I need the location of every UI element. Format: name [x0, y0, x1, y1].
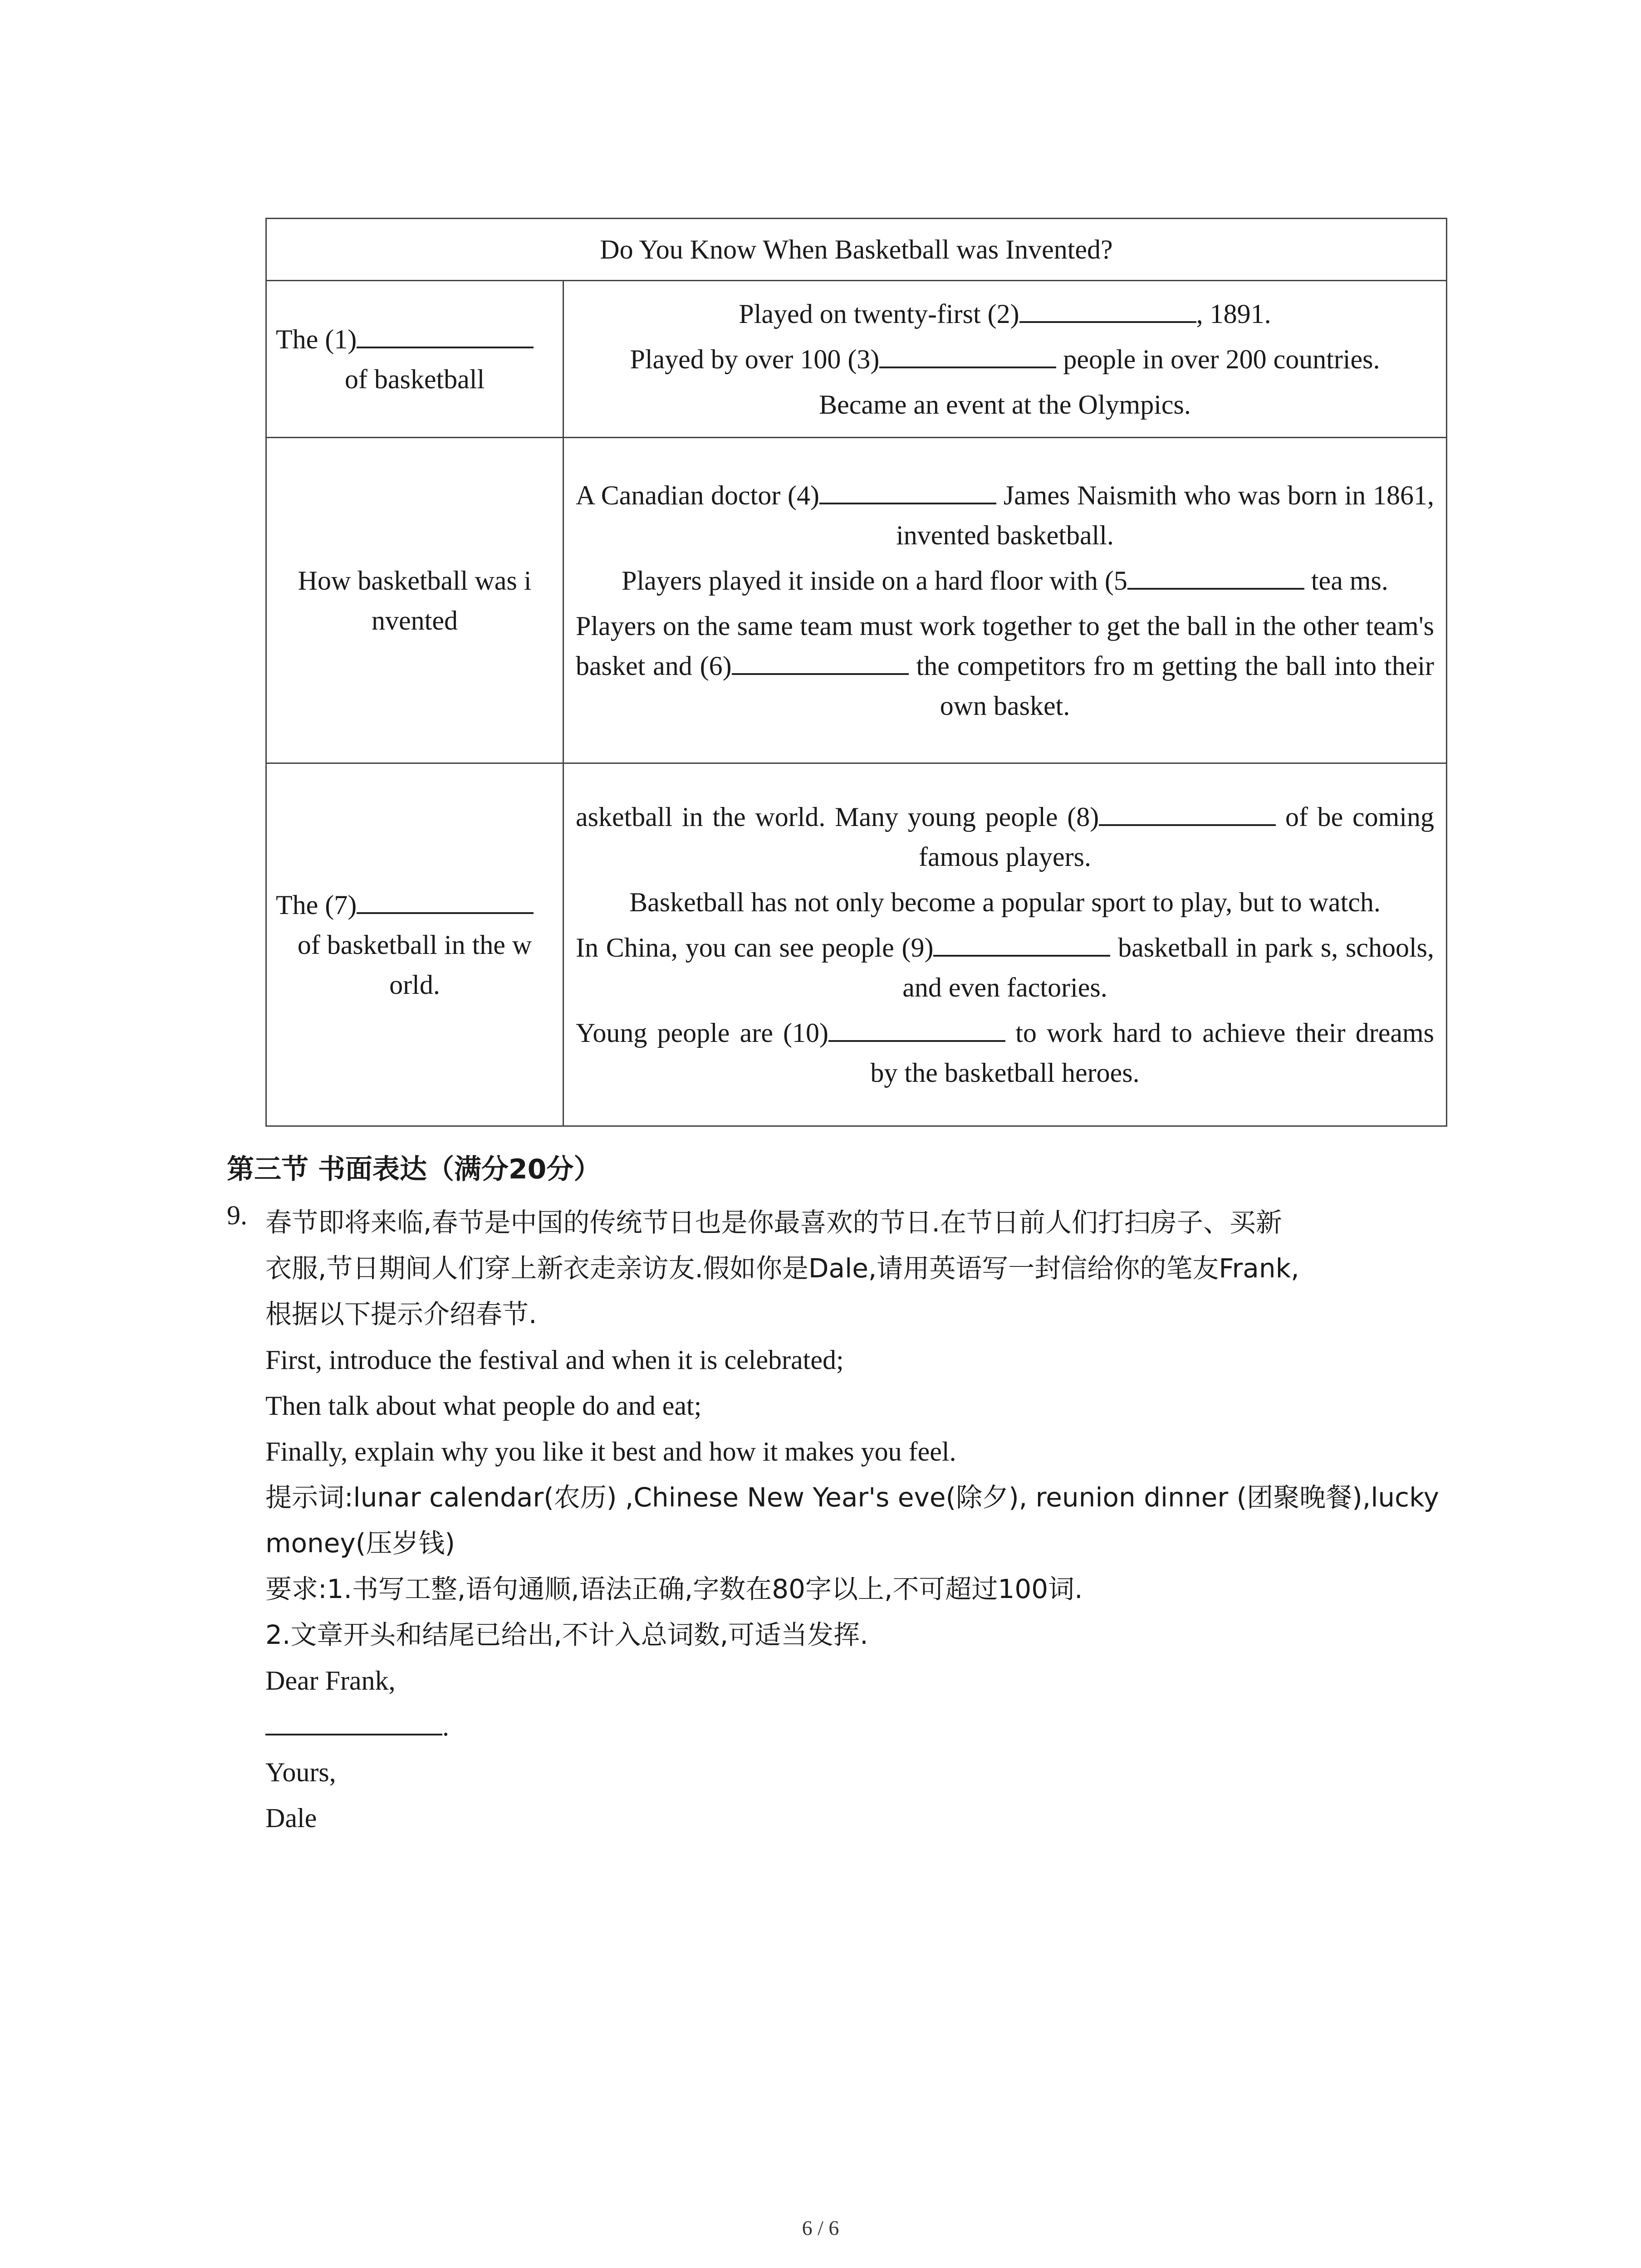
- answer-blank-6[interactable]: [732, 646, 909, 675]
- content-line: Players played it inside on a hard floor with (5 tea ms.: [576, 561, 1434, 601]
- row-heading: [267, 281, 564, 437]
- row-content: [564, 281, 1446, 437]
- question-line: 衣服,节日期间人们穿上新衣走亲访友.假如你是Dale,请用英语写一封信给你的笔友Frank,: [265, 1253, 1299, 1284]
- answer-blank-5[interactable]: [1127, 561, 1304, 590]
- question-line: money(压岁钱): [265, 1528, 456, 1559]
- row-heading-text: The (7): [276, 890, 357, 920]
- letter-signature: Dale: [265, 1803, 317, 1833]
- content-line: In China, you can see people (9) basketball in park s, schools, and even factories.: [576, 928, 1434, 1007]
- table-row: [267, 437, 1446, 763]
- content-line: Young people are (10) to work hard to achieve their dreams by the basketball heroes.: [576, 1013, 1434, 1093]
- content-line: Became an event at the Olympics.: [819, 389, 1191, 420]
- content-line: Played by over 100 (3) people in over 200 countries.: [576, 339, 1434, 379]
- question-line: 提示词:lunar calendar(农历) ,Chinese New Year's eve(除夕), reunion dinner (团聚晚餐),lucky: [265, 1482, 1439, 1513]
- row-heading-text: The (1): [276, 324, 357, 354]
- page-number: 6 / 6: [802, 2216, 839, 2239]
- row-heading: [267, 438, 564, 763]
- row-content: [564, 438, 1446, 763]
- question-line: 春节即将来临,春节是中国的传统节日也是你最喜欢的节日.在节日前人们打扫房子、买新: [265, 1207, 1282, 1238]
- row-heading-text: How basketball was i nvented: [298, 565, 532, 635]
- question-line: 2.文章开头和结尾已给出,不计入总词数,可适当发挥.: [265, 1619, 868, 1650]
- answer-blank-10[interactable]: [828, 1013, 1005, 1042]
- letter-closing: Yours,: [265, 1757, 336, 1787]
- question-line: 根据以下提示介绍春节.: [265, 1299, 537, 1330]
- content-line: A Canadian doctor (4) James Naismith who was born in 1861, invented basketball.: [576, 475, 1434, 555]
- answer-blank-2[interactable]: [1019, 294, 1196, 323]
- table-title: [267, 219, 1446, 280]
- row-heading-line: [276, 885, 554, 925]
- question-line: Dear Frank,: [265, 1666, 396, 1696]
- content-line: Players on the same team must work together to get the ball in the other team's basket and (6) the competitors fro m getting the ball into their own basket.: [576, 611, 1434, 721]
- question-line: First, introduce the festival and when it is celebrated;: [265, 1345, 844, 1375]
- question-line: 要求:1.书写工整,语句通顺,语法正确,字数在80字以上,不可超过100词.: [265, 1574, 1083, 1604]
- answer-blank-7[interactable]: [357, 885, 534, 914]
- row-heading-line: of basketball in the w orld.: [297, 929, 532, 1000]
- question-number: 9.: [227, 1200, 247, 1230]
- answer-blank-8[interactable]: [1099, 797, 1276, 826]
- row-content: [564, 764, 1446, 1125]
- answer-blank-1[interactable]: [357, 319, 534, 348]
- section-heading: 第三节 书面表达（满分20分）: [227, 1154, 601, 1185]
- question-line: Finally, explain why you like it best and how it makes you feel.: [265, 1437, 956, 1466]
- content-line: asketball in the world. Many young people (8) of be coming famous players.: [576, 797, 1434, 877]
- question-line: Then talk about what people do and eat;: [265, 1391, 702, 1421]
- row-heading-line: [276, 319, 554, 359]
- answer-blank-3[interactable]: [879, 339, 1056, 368]
- content-line: Played on twenty-first (2) , 1891.: [576, 294, 1434, 334]
- table-row: [267, 763, 1446, 1125]
- table-row: [267, 280, 1446, 437]
- fill-in-table: [265, 218, 1447, 1127]
- content-line: Basketball has not only become a popular sport to play, but to watch.: [629, 887, 1381, 917]
- answer-blank-4[interactable]: [819, 475, 996, 504]
- letter-body-line: .: [265, 1704, 1450, 1750]
- row-heading: [267, 764, 564, 1125]
- letter-answer-blank[interactable]: [265, 1706, 442, 1735]
- question-body: [265, 1200, 1450, 1841]
- row-heading-line: of basketball: [344, 364, 485, 394]
- answer-blank-9[interactable]: [933, 928, 1110, 957]
- table-title-text: Do You Know When Basketball was Invented?: [600, 234, 1113, 264]
